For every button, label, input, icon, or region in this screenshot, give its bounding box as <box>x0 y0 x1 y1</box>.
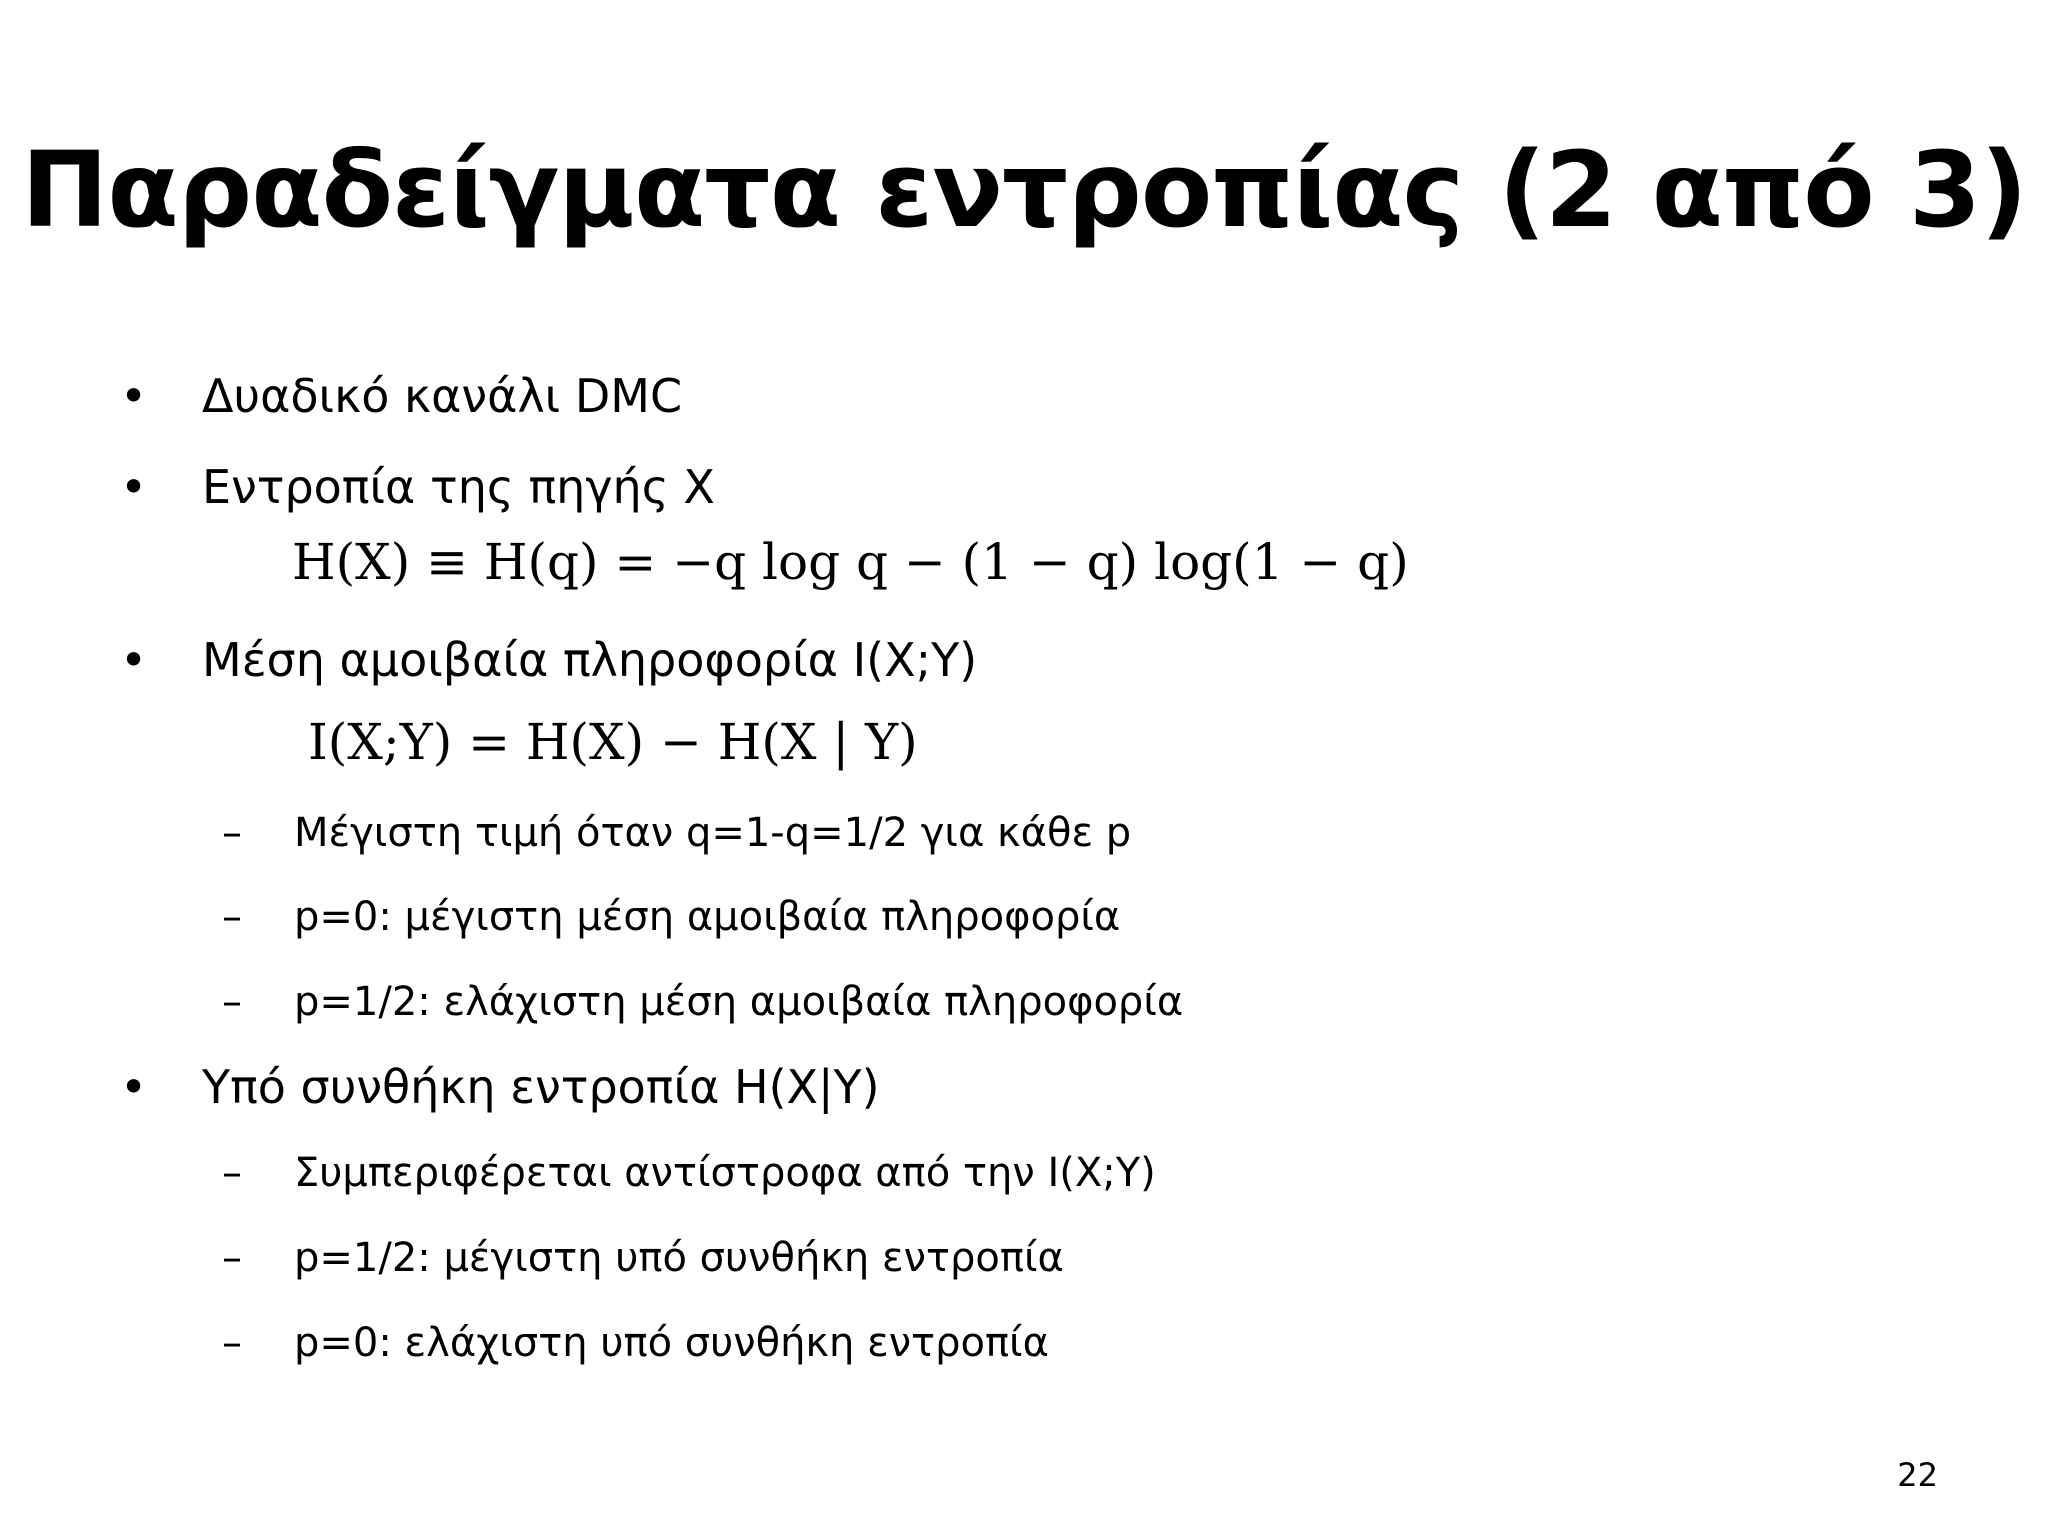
subbullet-text: p=1/2: ελάχιστη μέση αμοιβαία πληροφορία <box>294 979 1184 1025</box>
bullet-marker: • <box>120 369 148 423</box>
bullet-marker: • <box>120 460 148 514</box>
page-number: 22 <box>1897 1456 1938 1494</box>
subbullet-text: Μέγιστη τιμή όταν q=1-q=1/2 για κάθε p <box>294 810 1132 856</box>
subbullet-marker: – <box>222 1235 242 1281</box>
subbullet-text: Συμπεριφέρεται αντίστροφα από την I(X;Y) <box>294 1150 1156 1196</box>
bullet-text: Υπό συνθήκη εντροπία H(X|Y) <box>202 1060 880 1114</box>
bullet-marker: • <box>120 633 148 687</box>
subbullet-marker: – <box>222 1320 242 1366</box>
bullet-marker: • <box>120 1060 148 1114</box>
slide-title: Παραδείγματα εντροπίας (2 από 3) <box>21 129 2027 251</box>
subbullet-text: p=1/2: μέγιστη υπό συνθήκη εντροπία <box>294 1235 1064 1281</box>
subbullet-text: p=0: ελάχιστη υπό συνθήκη εντροπία <box>294 1320 1049 1366</box>
bullet-text: Μέση αμοιβαία πληροφορία I(X;Y) <box>202 633 978 687</box>
bullet-text: Εντροπία της πηγής X <box>202 460 715 514</box>
bullet-text: Δυαδικό κανάλι DMC <box>202 369 683 423</box>
subbullet-text: p=0: μέγιστη μέση αμοιβαία πληροφορία <box>294 894 1121 940</box>
subbullet-marker: – <box>222 979 242 1025</box>
subbullet-marker: – <box>222 894 242 940</box>
subbullet-marker: – <box>222 810 242 856</box>
formula-mutual-information: I(X;Y) = H(X) − H(X | Y) <box>308 713 918 771</box>
subbullet-marker: – <box>222 1150 242 1196</box>
formula-entropy: H(X) ≡ H(q) = −q log q − (1 − q) log(1 − q) <box>292 533 1409 591</box>
